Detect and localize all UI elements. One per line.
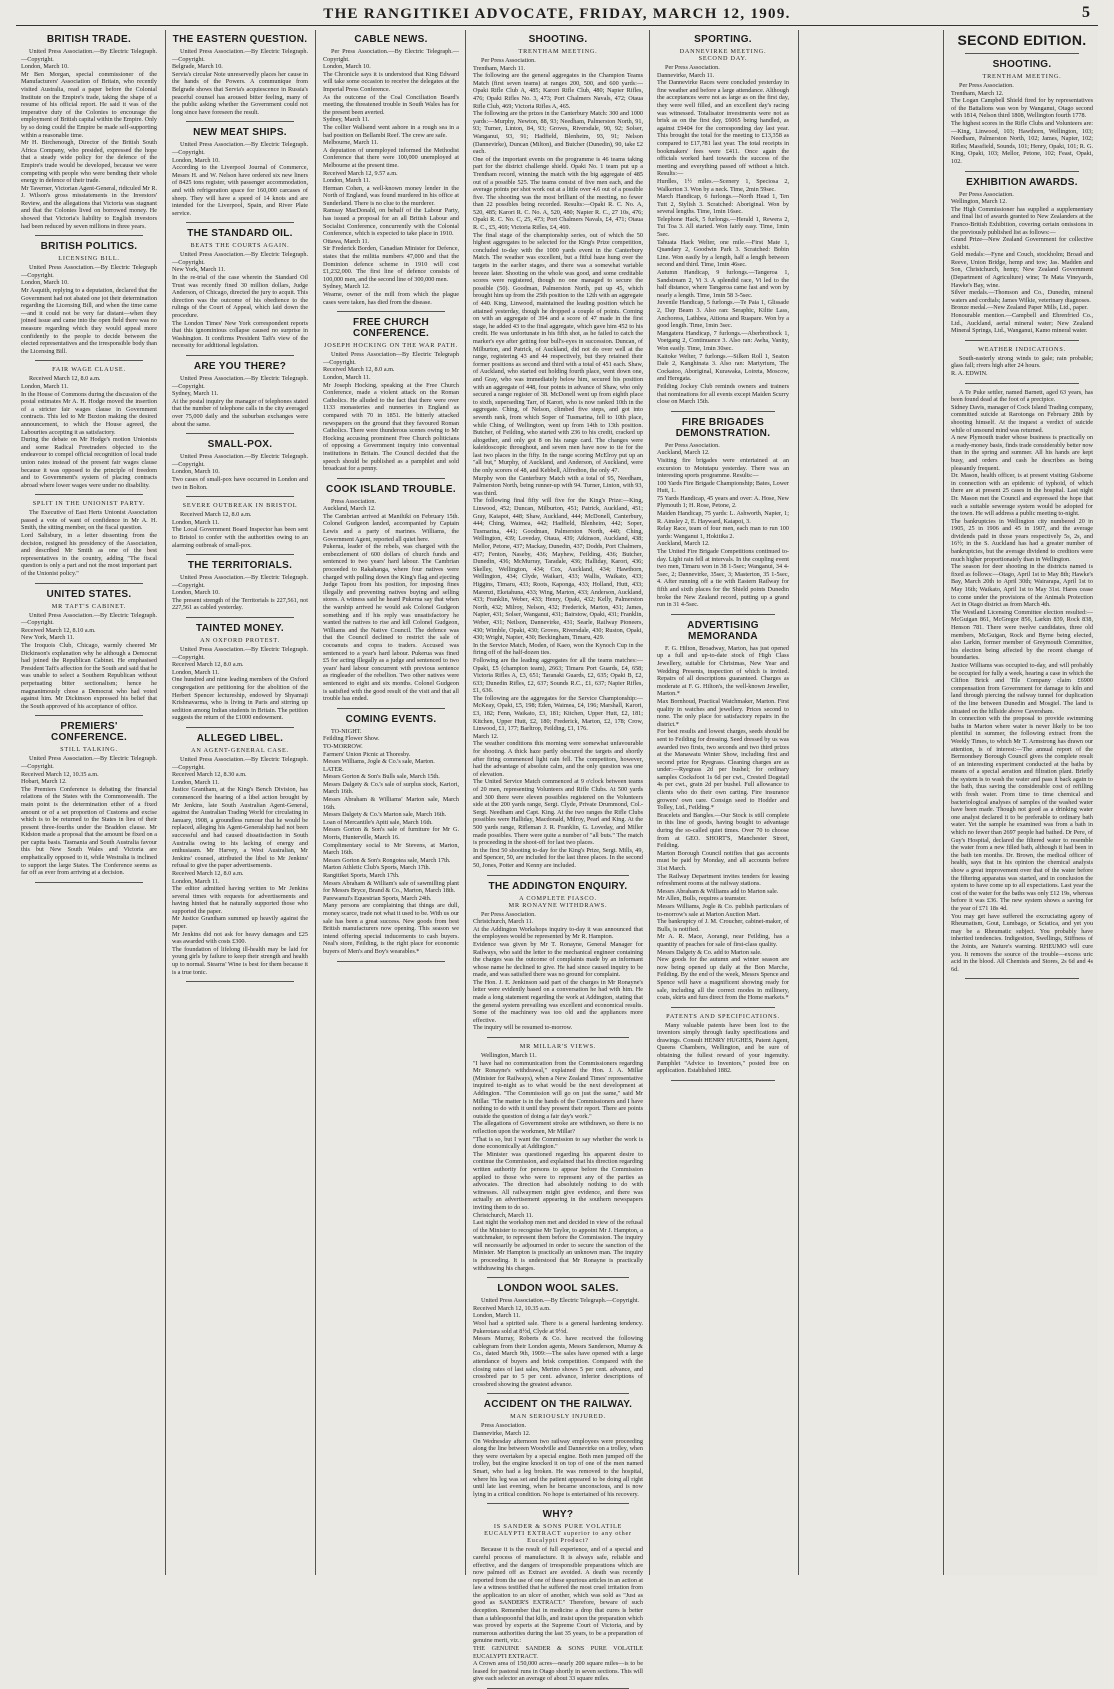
article-divider [965, 53, 1079, 54]
article-body: United Press Association.—By Electric Telegraph.—Copyright. London, March 10. Two cases of small-pox have occurred in London and two in Bolton. [172, 453, 308, 491]
article-divider [186, 121, 294, 122]
article-divider [186, 222, 294, 223]
article-body: United Press Association.—By Electric Telegraph.—Copyright. Sydney, March 11. At the postal inquiry the manager of telephones stated that the number of telephone calls in the city averaged over 75,000 daily and the suburban exchanges were about the same. [172, 375, 308, 428]
article-subheading: TRENTHAM MEETING. [982, 73, 1062, 80]
article-headline: COMING EVENTS. [345, 713, 437, 725]
article-body: Wellington, March 11. "I have had no communication from the Commissioners regarding Mr Ronayne's withdrawal," explained the Hon. J. A. Millar (Minister for Railways), when a New Zealand Times' representative inquired to-night as to what would be the next development at Addington. "The Commission will go on just the same," said Mr Millar. "The matter is in the hands of the Commissioners and I have nothing to do with it until they present their report. There are points outside the question of doing a fair day's work." The allegations of Government stroke are withdrawn, so there is no reflection upon the workmen, Mr Millar? "That is so, but I want the Commission to say whether the work is done economically at Addington." The Minister was questioned regarding his apparent desire to continue the Commission, and explained that his direction regarding written authority for persons to appear before the Commission applied to those who were to represent any of the parties as advocates. The direction had absolutely nothing to do with witnesses. All railwaymen might give evidence, and there was actually an advertisement appearing in the southern newspapers inviting them to do so. Christchurch, March 11. Last night the workshop men met and decided in view of the refusal of the Minister to recognise Mr Taylor, to appoint Mr J. Hampton, a watchmaker, to represent them before the Commission. The inquiry will necessarily be adjourned in order to secure the sanction of the Minister. Mr Hampton is practically an unknown man. The inquiry is proceeding. It is understood that Mr Ronayne is practically withdrawing his charges. [473, 1052, 643, 1272]
article [318, 714, 464, 962]
article-body: United Press Association.—By Electric Telegraph.—Copyright. London, March 10. Mr Ben Morgan, special commissioner of the Manufacturers' Association of Britain, who recently visited Australia, read a paper before the Colonial Institute on the Empire's trade, taking the shape of a resume of his official report. He said it was of the imperative duty of the Colonies to encourage the employment of British capital within the Empire. Only by so doing could the Empire be made self-supporting within a reasonable time. Mr H. Birchenough, Director of the British South Africa Company, who presided, expressed the hope that a steady wide policy for the defence of the Empire's trade would be developed, because we were competing with people who were bending their whole energy in defence of their trade. Mr Taverner, Victorian Agent-General, ridiculed Mr R. J. Wilson's gross misstatements in the Investors' Review, and the allegations that Victoria was stagnant and that the Colonies lived on borrowed money. He showed that Victoria's liability to English investors had been reduced by seven millions in three years. [21, 48, 158, 230]
article-headline: SMALL-POX. [207, 439, 273, 451]
article [318, 317, 464, 479]
article-body: A Te Puke settler, named Barnett, aged 63 years, has been found dead at the foot of a precipice. Sidney Davis, manager of Cock Island Trading company, committed suicide at Rarotonga on February 28th by shooting himself. At the inquest a verdict of suicide while of unsound mind was returned. A new Plymouth trader whose business is practically on a ready-money basis, finds trade considerably better now than in the spring and summer. All his hands are kept busy, and orders and cash he describes as being pleasantly frequent. Dr. Mason, health officer, is at present visiting Gisborne in connection with an epidemic of typhoid, of which there are at present 25 cases in the hospital. Last night Dr. Mason met the Council and expressed the hope that such a suitable sewerage system would be adopted for the town. He will address a public meeting to-night. The bankruptcies in Wellington city numbered 20 in 1905, 25 in 1906 and 45 in 1907, and the average dividends paid in those years respectively 5s, 2s, and 16½; in the S. Auckland has had a greater number of bankruptcies, but the average dividend to creditors were much higher proportionately than in Wellington. The season for deer shooting in the districts named is fixed as follows:—Otago, April 1st to May 8th; Hawke's Bay, March 20th to April 30th; Wairarapa, April 1st to May 16th; Waikato, April 1st to May 31st. Hares cease to come under the provisions of the Animals Protection Act in Otago district as from March 4th. The Westland Licensing Committee election resulted:—McGuigan 861, McGregor 856, Larkin 839, Rock 838, Henson 781. There were twelve candidates, three old members, McGuigan, Rock and Byrne being elected, also Larkin, former member of Greymouth Committee, his election being affected by the recent change of boundaries. Justice Williams was occupied to-day, and will probably be occupied for fully a week, hearing a case in which the Clifton Brick and Tile Company claim £6900 compensation from Government for damage to kiln and land through piercing the railway tunnel for duplication of the line between Dunedin and Mosgiel. The land is situated on the hillside above Caversham. In connection with the proposal to provide swimming baths in Marton where water is never likely to be too plentiful in summer, the following extract from the Weekly Times, to which Mr T. Armstrong has drawn our attention, is of interest:—The annual report of the Bermondsey Borough Council gives the complete result of an interesting experiment conducted at the baths by means of a special aeration and filtration plant. Briefly the system is to wash the water and pass it back again to the bath, thus saving the considerable cost of refilling with fresh water. From time to time chemical and bacteriological analyses of samples of the washed water have been made. Though not good as a drinking water one analyst declared it to be preferable to ordinary bath water. Yet the sample he examined was from a bath in which no fewer than 2697 people had bathed. Dr Pere, of Guy's Hospital, declared the filtered water to resemble the water from a new filled bath, although it had been in the bath ten months. Dr. Brown, the medical officer of health, says that in his opinion the chemical analysis show a great improvement over that of the water before the filtering apparatus was started, and in conclusion the system to have come up to all expectations. Last year the cost of the water for the baths was only £12 19s, whereas before it was £36. The new system shows a saving for the year of £71 18s 4d. You may get have suffered the excruciating agony of Rheumatism, Gout, Lumbago, or Sciatica, and yet you may be a Rheumatic subject. You probably have inherited tendencies. Indigestion, Swellings, Stiffness of the Joints, are Nature's warning. RHEUMO will cure you. It removes the source of the trouble—excess uric acid in the blood. All Chemists and Stores, 2s 6d and 4s 6d. [951, 388, 1093, 973]
article-headline: FIRE BRIGADES DEMONSTRATION. [675, 416, 771, 439]
article-subheading: MAN SERIOUSLY INJURED. [510, 1413, 606, 1421]
article [16, 241, 162, 361]
article-subheading: BEATS THE COURTS AGAIN. [190, 242, 290, 250]
article-divider [35, 715, 143, 716]
article-subheading: LICENSING BILL. [58, 255, 120, 263]
article-divider [965, 171, 1079, 172]
article-body: Per Press Association. Auckland, March 12. Visiting fire brigades were entertained at an excursion to Motutapu yesterday. There was an interesting sports programme. Results:— 100 Yards Fire Brigade Championship; Bates, Lower Hutt, 1. 75 Yards Handicap, 45 years and over: A. Hose, New Plymouth 1; H. Rose, Petone, 2. Maiden Handicap, 75 yards: L. Ashworth, Napier, 1; R. Ainsley 2, E. Hayward, Kaiapoi, 3. Relay Race, team of four men, each man to run 100 yards: Wanganui 1, Hokitika 2. Auckland, March 12. The United Fire Brigade Competitions continued to-day. Light rain fell at intervals. In the coupling event two men, Timaru won in 38 1-5sec; Wanganui, 34 4-5sec, 2; Dannevirke, 35sec, 3; Masterton, 35 1-5sec, 4. After running off a tie with Eastern Railway for fifth and sixth places for the Shield points Dunedin broke the New Zealand record, putting up a grand run in 31 4-5sec. [657, 441, 789, 609]
article [167, 361, 313, 434]
article-divider [487, 1503, 629, 1504]
column-rule [943, 30, 944, 1575]
article-headline: BRITISH POLITICS. [40, 241, 138, 253]
article-subheading: TRENTHAM MEETING. [518, 48, 598, 55]
column-2 [167, 30, 313, 1575]
newspaper-title: THE RANGITIKEI ADVOCATE, FRIDAY, MARCH 12, 1909. [323, 6, 791, 22]
article-headline: WHY? [542, 1509, 574, 1521]
article-headline: THE STANDARD OIL. [187, 228, 293, 240]
article-divider [186, 496, 294, 497]
article-divider [671, 614, 775, 615]
article-body: United Press Association.—By Electric Telegraph.—Copyright. Belgrade, March 10. Servia's circular Note unreservedly places her cause in the hands of the Powers. A communique from Belgrade shows that Servia's acquiescence in Russia's peaceful counsel has aroused bitter feeling, many of the public asking whether the Government could not long since have foreseen the result. [172, 48, 308, 116]
article-divider [487, 1037, 629, 1038]
article-body: United Press Association.—By Electric Telegraph.—Copyright. Received March 12, 8.0 a.m. London, March 11. One hundred and nine leading members of the Oxford congregation are petitioning for the abolition of the Herbert Spencer lectureship, endowed by Shyamaji Krishnavarma, who is living in Paris and stirring up sedition among Indian students in Britain. The petition suggests the return of the £1000 endowment. [172, 646, 308, 722]
article-subheading: SEVERE OUTBREAK IN BRISTOL [182, 502, 298, 510]
article-divider [186, 433, 294, 434]
article-headline: SHOOTING. [528, 34, 588, 45]
article-headline: NEW MEAT SHIPS. [193, 127, 287, 139]
article [167, 560, 313, 618]
article-body: TO-NIGHT. Feilding Flower Show. TO-MORROW. Farmers' Union Picnic at Thoresby. Messrs Williams, Jogle & Co.'s sale, Marton. LATER. Messrs Gorton & Son's Bulls sale, March 15th. Messrs Dalgety & Co.'s sale of surplus stock, Kariori, March 16th. Messrs Abraham & Williams' Marton sale, March 16th. Messrs Dalgety & Co.'s Marton sale, March 16th. Loan of Mercantile's Apiti sale, March 16th. Messrs Gorton & Son's sale of furniture for Mr G. Morris, Hunterville, March 16. Complimentary social to Mr Stevens, at Marton, March 16th. Messrs Gorton & Son's Rongotea sale, March 17th. Marton Athletic Club's Sports, March 17th. Rangitikei Sports, March 17th. Messrs Abraham & William's sale of sawmilling plant for Messrs Bryce, Brand & Co., Marton, March 18th. Parewanui's Equestrian Sports, March 24th. Many persons are complaining that things are dull, money scarce, trade not what it used to be. With us our sale has been a great success. New goods from best British manufacturers now opening. This season we intend offering special inducements to cash buyers. Neal's store, Feilding, is the right place for economic buyers of Men's and Boy's wearables.* [323, 727, 459, 955]
column-4 [468, 30, 648, 1683]
article-subheading: AN OXFORD PROTEST. [200, 637, 280, 645]
article-body: United Press Association.—By Electric Telegraph.—Copyright. London, March 10. According to the Liverpool Journal of Commerce, Messrs H. and W. Nelson have ordered six new liners of 8425 tons register, with passenger accommodation, and with refrigeration space for 160,000 carcases of sheep. They will have a speed of 14 knots and are intended for the Liverpool, Spain, and River Plate service. [172, 141, 308, 217]
article-headline: ALLEGED LIBEL. [196, 733, 284, 744]
article-divider [337, 478, 445, 479]
article-divider [35, 583, 143, 584]
column-rule [165, 30, 166, 1575]
article-headline: FREE CHURCH CONFERENCE. [352, 317, 430, 340]
article [946, 177, 1098, 341]
article [167, 623, 313, 728]
article-body: Received March 12, 8.0 a.m. London, March 11. The Local Government Board Inspector has been sent to Bristol to confer with the authorities owing to an alarming outbreak of small-pox. [172, 511, 308, 549]
article-subheading: AN AGENT-GENERAL CASE. [191, 747, 289, 754]
article-body: United Press Association.—By Electric Telegraph.—Copyright. New York, March 11. In the re-trial of the case wherein the Standard Oil Trust was recently fined 30 million dollars, Judge Anderson, of Chicago, directed the jury to acquit. This direction was the outcome of his obedience to the rulings of the Court of Appeal, which laid down the procedure. The London Times' New York correspondent reports that this ignominious collapse caused no surprise in Washington. It confirms President Taft's view of the necessity for additional legislation. [172, 251, 308, 350]
article-body: United Press Association.—By Electric Telegraph.—Copyright. London, March 10. The present strength of the Territorials is 227,561, not 227,561 as cabled yesterday. [172, 574, 308, 612]
article-body: Per Press Association. Wellington, March 12. The High Commissioner has supplied a supplementary and final list of awards granted to New Zealanders at the Franco-British Exhibition, covering certain omissions in the previously published list as follows:— Grand Prize—New Zealand Government for collective exhibit. Gold medals:—Fyne and Couch, stockholm; Broad and Reeve, Union Bridge, hemp and tow; Jas. Madden and Son, Christchurch, hemp; New Zealand Government (Department of Agriculture) wine; Te Mata Vineyards, Hawke's Bay, wine. Silver medals.—Thomson and Co., Dunedin, mineral waters and cordials; James Wilkie, veterinary diagnoses. Bronze medal.—New Zealand Paper Mills, Ltd., paper. Honourable mention.—Campbell and Ehrenfried Co., Ltd., Auckland, aerial mineral water; New Zealand Mineral Springs, Ltd., Wanganui, Kamo mineral water. [951, 190, 1093, 335]
article-subheading: FAIR WAGE CLAUSE. [52, 366, 126, 374]
article-headline: UNITED STATES. [46, 588, 132, 600]
article [652, 1013, 794, 1081]
article-subheading: MR MILLAR'S VIEWS. [519, 1043, 597, 1051]
article-body: F. G. Hilton, Broadway, Marton, has just opened up a full and up-to-date stock of High Class Jewellery, suitable for Christmas, New Year and Wedding Presents, inspection of which is invited. Repairs of all descriptions guaranteed. Charges as moderate at F. G. Hilton's, the well-known Jeweller, Marton.* Max Bornhoud, Practical Watchmaker, Marton. First quality in watches and jewellery. Prices second to none. The only place for satisfactory repairs in the district.* For best results and lowest charges, seeds should be sent to Feilding for dressing. Seed dressed by us was awarded two firsts, two seconds and two third prizes at the Manawatu Winter Show, including first and second prize for Ryegrass. Cleaning charges are as under:—Ryegrass 2d per bushel; for ordinary samples Cocksfoot 1s 6d per cwt., Crested Dogstail 4s per cwt., grain 2d per bushel. Full allowance to clients who do their own carting. Fire insurance growers' own care. Consign seed to Hodder and Tolley, Ltd., Feilding.* Bracelets and Bangles.—Our Stock is still complete in this line of goods, having bought to advantage during the so-called quiet times. Over 70 to choose from at GEO. SHORT'S, Manchester Street, Feilding. Marton Borough Council notifies that gas accounts must be paid by Monday, and all accounts before 31st March. The Railway Department invites tenders for leasing refreshment rooms at the railway stations. Messrs Abraham & Williams add to Marton sale. Mr Allen, Bulls, requires a teamster. Messrs Williams, Jogle & Co. publish particulars of to-morrow's sale at Marton Auction Mart. The bankruptcy of J. M. Croucher, cabinet-maker, of Bulls, is notified. Mr A. R. Mace, Aorangi, near Feilding, has a quantity of peaches for sale of first-class quality. Messrs Dalgety & Co. add to Marton sale. New goods for the autumn and winter season are now being opened up daily at the Bon Marche, Feilding. By the end of the week, Messrs Spence and Spence will have a magnificent showing ready for sale, including all the correct modes in millinery, coats, skirts and furs direct from the Home markets.* [657, 644, 789, 1002]
article-headline: THE ADDINGTON ENQUIRY. [488, 880, 628, 892]
article-body: United Press Association.—By Electric Telegraph—Copyright. London, March 10. Mr Asquith, replying to a deputation, declared that the Government had not abated one jot their determination regarding the Licensing Bill, and when the time came—and it could not be very far distant—when they joined issue and came into the open field there was no measure regarding which they would appeal more confidently to the people to decide between the elected representatives and the irresponsible body than the Licensing Bill. [21, 264, 157, 355]
article [468, 1399, 648, 1504]
article-divider [337, 311, 445, 312]
article [468, 1283, 648, 1394]
article [167, 439, 313, 497]
article-subheading: STILL TALKING. [60, 746, 118, 754]
column-rule [798, 30, 799, 1575]
article-headline: THE TERRITORIALS. [187, 560, 293, 572]
article-subheading: WEATHER INDICATIONS. [978, 345, 1066, 353]
article-divider [487, 1277, 629, 1278]
article [468, 1043, 648, 1278]
column-rule [465, 30, 466, 1575]
article-divider [487, 1393, 629, 1394]
article-headline: TAINTED MONEY. [196, 623, 284, 635]
column-3 [318, 30, 464, 1575]
article-headline: SHOOTING. [992, 59, 1052, 70]
article-divider [35, 360, 143, 361]
article-divider [35, 235, 143, 236]
article-headline: LONDON WOOL SALES. [497, 1283, 619, 1295]
article-body: United Press Association—By Electric Telegraph—Copyright. Received March 12, 8.0 a.m. London, March 11. Mr Joseph Hocking, speaking at the Free Church Conference, made a violent attack on the Roman Catholics. He alluded to the fact that there were over 1133 monasteries and nunneries in England as compared with 70 in 1851. He bitterly attacked newspapers on the ground that they favoured Roman Catholics. There were thunderous scenes owing to Mr Hocking accusing prominent Free Church politicians of opposing a Government inquiry into conventual institutions in Britain. The Council decided that the speech should be published as a pamphlet and sold broadcast for a penny. [323, 351, 459, 473]
article-divider [337, 708, 445, 709]
article [652, 417, 794, 615]
article-body: United Press Association.—By Electric Telegraph.—Copyright. Received March 12, 10.35 a.m. London, March 11. Wool had a spirited sale. There is a general hardening tendency. Pukerotara sold at 8½d, Clyde at 9½d. Messrs Murray, Roberts & Co. have received the following cablegram from their London agents, Messrs Sanderson, Murray & Co., dated March 9th, 1909:—The sales have opened with a large attendance of buyers and brisk competition. Compared with the closing rates of last sales, Merino shows 5 per cent. advance, and crossbred par to 5 per cent. advance, inferior descriptions of crossbred showing the greatest advance. [473, 1297, 643, 1388]
article [167, 502, 313, 555]
article-divider [965, 978, 1079, 979]
article-divider [186, 727, 294, 728]
article-body: Per Press Association. Trentham, March 12. The Logan Campbell Shield fired for by representatives of the Battalions was won by Wanganui, Otago second with 1814, Nelson third 1808, Wellington fourth 1778. The highest scores in the Rifle Clubs and Volunteers are:—King, Linwood, 103; Hawthorn, Wellington, 103; Needham, Palmerston North, 102; James, Napier, 102; Rifles; Massfield, Sounds, 101; Henry, Opaki, 101; R. G. King, Opaki, 103; Mellor, Petone, 102; Feast, Opaki, 102. [951, 82, 1093, 165]
article [16, 721, 162, 883]
article-body: The Executive of East Herts Unionist Association passed a vote of want of confidence in Mr A. H. Smith, the sitting member, on the fiscal question. Lord Salisbury, in a letter dissenting from the decision, resigned his presidency of the Association, and described Mr Smith as one of the best representatives in the country, adding "The fiscal question is only a part and not the most important part of the Unionist policy." [21, 509, 157, 578]
article-divider [186, 981, 294, 982]
article-divider [671, 1007, 775, 1008]
article-subheading: JOSEPH HOCKING ON THE WAR PATH. [323, 342, 458, 350]
article [167, 733, 313, 982]
article-headline: CABLE NEWS. [354, 34, 428, 45]
article-headline: PREMIERS' CONFERENCE. [50, 721, 128, 744]
article-subheading: IS SANDER & SONS PURE VOLATILE EUCALYPTI EXTRACT superior to any other Eucalypti Product? [484, 1523, 632, 1545]
article-divider [186, 355, 294, 356]
article [946, 32, 1098, 54]
article [167, 127, 313, 223]
article [16, 500, 162, 583]
article-body: Per Press Association. Trentham, March 11. The following are the general aggregates in the Champion Teams Match (first seven teams) at ranges 200, 500, and 600 yards:—Opaki Rifle Club A, 485; Karori Rifle Club, 480; Napier Rifles, 476; Opaki Rifles No. 3, 473; Port Chalmers Navals, 472; Otaua Rifle Club, 469; Victoria Rifles A, 465. The following are the prizes in the Canterbury Match: 300 and 1000 yards:—Murphy, Newton, 88, 93; Needham, Palmerston North, 91, 93; Turner, Linton, 84, 93; Groves, Riversdale, 90, 92; Solser, Wanganui, 93, 91; Hadfield, Blenheim, 93, 91; Nelson (Dannevirke), Duncan (Milton), and Butcher (Dunedin), 90, take £2 each. One of the important events on the programme is 46 teams taking part for the district challenge shield. Opaki No. 1 team put up a Trentham record, winning the match with the big aggregate of 485 out of a possible 525. The teams consist of five men each, and the average points per shot work out at a little over 4.6 out of a possible five. The shooting was the most brilliant of the meeting, no fewer than 22 possibles being recorded. Results:—Opaki R. C. No. A, 520, 485; Karori R. C. No. A, 520, 480; Napier R. C., 27 10s, 476; Opaki R. C. No. C, 25, 473; Port Chalmers Navals, £4, 471; Otaua R. C., £5, 469; Victoria Rifles, £4, 469. The final stage of the championship series, out of which the 50 highest aggregates to be selected for the King's Prize competition, concluded to-day with the 1000 yards event in the Canterbury Match. The weather was excellent, but a fitful haze hung over the targets in the earlier stages, and there was a somewhat variable breeze later. Shooting on the whole was good, and some creditable scores were registered, though no one managed to secure the possible (50). Goodman, Palmerston North, put up 45, which brought him up from the 25th position to the 12th with an aggregate of 440. King, Linwood, maintained the leading position which he attained yesterday, though he dropped a couple of points. Coming on with an aggregate of 394 and a score of 47 made in the first stage, he added 43 to the final aggregate, which gave him 452 to his credit. He was unfortunate in his fifth shot, as he failed to catch the marker's eye after getting four bull's-eyes in succession. Duncan, of Milburton, and Patrick, of Auckland, did not do over well at the range, registering 43 and 44 respectively, but they retained their former positions as second and third with a total of 451 each. Shaw, of Auckland, who started out holding fourth place, went down one, and Gray, who was immediately below him, secured his position with an aggregate of 448, four points in advance of Shaw, who only secured a range register of 38. McDonell went up from eighth place to sixth, superseding Tarr, of Karori, who is now ranked 10th in the aggregate. Ching, of Nelson, climbed five steps, and got into seventh rank, from which Soper of Tusmarina, fell to 10th place, while Ching, of Wellington, went up from 14th to 13th position. Butcher, of Feilding, who started with 236 to his credit, cracked up altogether, and only got 8 on his range card. The changes were kaleidoscopic throughout, and seven men have now to tie for the last two places in the fifty. In the range scoring McElroy put up an "all but," Murphy, of Auckland, and Anderson, of Auckland, were the only scorers of 48, and Kebbell, Alfredton, the only 47. Murphy won the Canterbury Match with a total of 95, Needham, Palmerston North, being runner-up with 94. Turner, Linton, with 93, was third. The following final fifty will five for the King's Prize:—King, Linwood, 452; Duncan, Milburton, 451; Patrick, Auckland, 451; Gray, Kaiapoi, 448; Shaw, Auckland, 444; McDonell, Canterbury, 444; Ching, Waimea, 442; Hadfield, Blenheim, 442; Soper, Tusmarina, 441; Goodman, Palmerston North, 440; Ching, Wellington, 439; Loveday, Otaua, 439; Atkinson, Auckland, 438; Mellor, Petone, 437; Mackay, Dunedin, 437; Dodds, Port Chalmers, 437; Fenton, Naseby, 436; Mayhew, Feilding, 436; Butcher, Dunedin, 436; McMurray, Taradale, 436; Halliday, Karori, 436; Skelley, Wellington, 434; Cox, Auckland, 434; Hawthorn, Wellington, 434; Clyde, Waikari, 433; Wallis, Waikato, 433; Higgins, Timaru, 433; Roots, Kaponga, 433; Holland, Hutt, 433; Marenzi, Eketahuna, 433; Wing, Marton, 433; Anderson, Auckland, 433; Franklin, Weber, 433; Henry, Opaki, 432; Kelly, Palmerston North, 432; Milroy, Nelson, 432; Frederick, Marton, 431; James, Napier, 431; Solser, Wanganui, 431; Bairstow, Opaki, 431; Franklin, Weber, 431; Neilson, Dannevirke, 431; Searle, Railway Pioneers, 430; Wimble, Opaki, 430; Groves, Riversdale, 430; Ruston, Opaki, 430; Wright, Napier, 430; Beckingham, Timaru, 429. In the Service Match, Moden, of Kaeo, won the Kynoch Cup in the firing off of the half-dozen ties. Following are the leading aggregates for all the teams matches:—Opaki, £5 (champion team), 2663; Timaru Port Guards, £4, 658; Victoria Rifles A, £3, 651; Taranaki Guards, £2, 635; Opaki B, £2, 633; Dunedin Rifles, £2, 637; Sounds R.C., £1, 637; Napier Rifles, £1, 636. The following are the aggregates for the Service Championship:—McKeay, Opaki, £5, 198; Eden, Waimea, £4, 196; Marshall, Karori, £3, 182; Fenn, Waikato, £3, 181; Kitchen, Upper Hutt, £2, 181; Kitchen, Upper Hutt, £2, 180; Frederick, Marton, £2, 178; Crow, Linwood, £1, 177; Barltrop, Feilding, £1, 176. March 12. The weather conditions this morning were somewhat unfavourable for shooting. A thick haze partly obscured the targets and shortly after firing commenced light rain fell. The competitors, however, had the advantage of absolute calm, and the only question was one of elevation. The United Service Match commenced at 9 o'clock between teams of 20 men, representing Volunteers and Rifle Clubs. At 500 yards and 300 there were eleven possibles registered on the Volunteers side at the 200 yards range, Sergt. Clyde, Private Drummond, Col.-Sergt. Needham and Capt. King. At the two ranges the Rifle Clubs possibles were Halliday, Macdonald, Milroy, Pearl and King. At the 500 yards range, Rifleman J. R. Franklin, G. Loveday, and Miller made possibles. There were quite a number of "all buts." The match is proceeding in the shoot-off for last two places. In the first 50 shooting to-day for the King's Prize, Sergt. Mills, 49, and Spencer, 50, are included for the last three places. In the second 50, Jones, Potter and Kenny are included. [473, 57, 643, 869]
article-headline: EXHIBITION AWARDS. [966, 176, 1078, 188]
column-5 [652, 30, 794, 1575]
article-subheading: MR TAFT'S CABINET. [51, 602, 127, 610]
article-headline: SECOND EDITION. [957, 32, 1087, 48]
article-headline: ARE YOU THERE? [193, 361, 287, 372]
article-body: Many valuable patents have been lost to the inventors simply through faulty specifications and drawings. Consult HENRY HUGHES, Patent Agent, Queens Chambers, Wellington, and be sure of obtaining the fullest reward of your ingenuity. Pamphlet "Advice to Inventors," posted free on application. Established 1882. [657, 1021, 789, 1075]
article-body: Per Press Association. Dannevirke, March 11. The Dannevirke Races were concluded yesterday in fine weather and before a large attendance. Although the acceptances were not as large as on the first day, they were well filled, and an excellent day's racing was witnessed. Totalisator investments were not as brisk as on the first day, £6065 being handled, as against £9404 for the corresponding day last year. This brought the total for the meeting to £13,358 as compared to £17,781 last year. The total receipts in bookmakers' fees were £411. Once again the officials worked hard towards the success of the meeting and everything passed off without a hitch. Results:— Hurdles, 1½ miles.—Scenery 1, Speciosa 2, Walkerton 3. Won by a neck. Time, 2min 59sec. March Handicap, 6 furlongs.—North Head 1, Ten Tutt 2, Stylish 3. Scratched: Aboriginal. Won by several lengths. Time, 1min 16sec. Telephone Hack, 5 furlongs.—Herald 1, Rewera 2, Tui Toa 3. All started. Won fairly easy. Time, 1min 5sec. Tahuata Hack Welter, one mile.—First Mate 1, Quandary 2, Goodwin Park 3. Scratched: Bobin Line. Won easily by a length, half a length between second and third. Time, 1min 46sec. Autumn Handicap, 9 furlongs.—Tangeroa 1, Sandstream 2, Vi 3. A splendid race, Vi led to the half distance, where Tangeroa came fast and won by nearly a length. Time, 1min 58 3-5sec. Juvenile Handicap, 5 furlongs.—Te Paia 1, Glissade 2, Day Beam 3. Also ran: Seraphic, Kiltie Lass, Anchoress, Lathbea, Aitiona and Ruapare. Won by a good length. Time, 1min 3sec. Mangatera Handicap, 7 furlongs.—Aberbrothock 1, Voetgang 2, Continuance 3. Also ran: Awha, Vanity, Won easily. Time, 1min 30sec. Kaitoke Welter, 7 furlongs.—Silken Roll 1, Seaton Dale 2, Kanghinata 3. Also ran: Martyrium, The Cockatoo, Aboriginal, Kurawaka, Loireta, Moscow, and Heregata. Feilding Jockey Club reminds owners and trainers that nominations for all events except Maiden Scurry close on March 15th. [657, 64, 789, 406]
article-body: United Press Association.—By Electric Telegraph.—Copyright. Received March 12, 10.35 a.m. Hobart, March 12. The Premiers Conference is debating the financial relations of the States with the Commonwealth. The main point is the determination either of a fixed amount or of a set proportion of Customs and excise which is to be returned to the States in lieu of their present three-fourths under the Braddon clause. Mr Kidston made a proposal that the amount be fixed on a per capita basis. Tasmania and South Australia favour this but New South Wales and Victoria are emphatically opposed to it, while Westralia is inclined to support the large States. The Conference seems as far off as ever from arriving at a decision. [21, 755, 157, 877]
article-divider [487, 875, 629, 876]
column-1 [16, 30, 162, 1575]
article [16, 34, 162, 236]
article-subheading: DANNEVIRKE MEETING. SECOND DAY. [679, 48, 767, 62]
article-headline: COOK ISLAND TROUBLE. [326, 483, 456, 495]
article-body: Because it is the result of full experience, and of a special and careful process of manufacture. It is always safe, reliable and effective, and the dangers of irresponsible preparations which are now palmed off as Extract are avoided. A death was recently reported from the use of one of these spurious articles in an action at law a witness testified that he suffered the most cruel irritation from the application to an ulcer of another, which was sold as "Just as good as SANDER'S EXTRACT." Therefore, beware of such deception. Remember that in medicine a drop that cures is better than a tablespoonful that kills, and insist upon the preparation which was proved by experts at the Supreme Court of Victoria, and by numerous authorities during the last 35 years, to be a preparation of genuine merit, viz.: THE GENUINE SANDER & SONS PURE VOLATILE EUCALYPTI EXTRACT. A Crown area of 150,000 acres—nearly 200 square miles—is to be leased for pastoral runs in Otago shortly in seven sections. This will give each selector an average of about 33 square miles. [473, 1546, 643, 1683]
article-headline: ACCIDENT ON THE RAILWAY. [483, 1399, 633, 1411]
article [16, 366, 162, 495]
article [946, 389, 1098, 980]
article [468, 34, 648, 876]
article-divider [186, 554, 294, 555]
article-subheading: A COMPLETE FIASCO. MR RONAYNE WITHDRAWS. [508, 894, 608, 909]
article-headline: THE EASTERN QUESTION. [172, 34, 308, 45]
article-divider [671, 411, 775, 412]
article-body: Per Press Association. Christchurch, March 11. At the Addington Workshops inquiry to-day it was announced that the employees would be represented by Mr R. Hampton. Evidence was given by Mr T. Ronayne, General Manager for Railways, who said the letter to the mechanical engineer containing the charges was the outcome of complaints made by an informant whose name he declined to give. He had since caused inquiry to be made, and was satisfied there was no ground for complaint. The Hon. J. E. Jenkinson said part of the charges in Mr Ronayne's letter were evidently based on a conversation he had with him. He made a long statement regarding the work at Addington, stating that the general system prevailing was excellent and economical results. Some of the machinery was too old and the appliances more effective. The inquiry will be resumed to-morrow. [473, 910, 643, 1032]
article [652, 620, 794, 1008]
article-divider [35, 882, 143, 883]
article-divider [35, 494, 143, 495]
article [652, 34, 794, 412]
article-body: United Press Association.—By Electric Telegraph.—Copyright. Received March 12, 8.30 a.m. London, March 11. Justice Grantham, at the King's Bench Division, has commenced the hearing of a libel action brought by Mr Jenkins, late South Australian Agent-General, against the Australian Trading World for circulating in January, 1908, a groundless rumour that he would be replaced, alleging his Agent-Generalship had not been successful and had caused dissatisfaction in South Australia owing to his lacking of energy and enthusiasm. Mr Harvey, a West Australian, Mr Jenkins' counsel, attributed the libel to Mr Jenkins' refusal to give the paper advertisements. Received March 12, 8.0 a.m. London, March 11. The editor admitted having written to Mr Jenkins several times with requests for advertisements and having hinted that he naturally supported those who supported the paper. Mr Justice Grantham summed up heavily against the paper. Mr Jenkins did not ask for heavy damages and £25 was awarded with costs £300. The foundation of lifelong ill-health may be laid for young girls by failure to keep their strength and health up to normal. Stearns' Wine is best for them because it is a true tonic. [172, 756, 308, 976]
article [946, 346, 1098, 384]
article-body: Per Press Association.—By Electric Telegraph.—Copyright. London, March 10. The Chronicle says it is understood that King Edward will take some occasion to receive the delegates at the Imperial Press Conference. As the outcome of the Coal Conciliation Board's meeting, the threatened trouble in South Wales has for the present been averted. Sydney, March 11. The collier Wallsend went ashore in a rough sea in a bad position on Bellambi Reef. The crew are safe. Melbourne, March 11. A deputation of unemployed informed the Methodist Conference that there were 100,000 unemployed at Melbourne at the present time. Received March 12, 9.57 a.m. London, March 11. Herman Cohen, a well-known money lender in the North of England, was found murdered in his office at Sunderland. There is no clue to the murderer. Ramsay MacDonald, on behalf of the Labour Party, has issued a proposal for an all British Labour and Socialist Conference, concurrently with the Colonial Conference, which is expected to take place in 1910. Ottawa, March 11. Sir Frederick Borden, Canadian Minister for Defence, states that the militia numbers 47,000 and that the Dominion defence scheme in 1910 will cost £1,232,000. The first line of defence consists of 100,000 men, and the second line of 300,000 men. Sydney, March 12. Wearne, owner of the mill from which the plague cases were taken, has died from the disease. [323, 48, 459, 306]
masthead [0, 0, 1114, 24]
article-divider [186, 617, 294, 618]
column-rule [315, 30, 316, 1575]
article-body: United Press Association.—By Electric Telegraph.—Copyright. Received March 12, 8.10 a.m. New York, March 11. The Iroquois Club, Chicago, warmly cheered Mr Dickinson's explanation why he although a Democrat had joined the Republican Cabinet. He emphasised President Taft's affection for the South and said that he was unable to select a Southern Republican without perpetuating bitter sectionalism; hence he magnanimously chose a Democrat who had voted against him. Mr Dickinson expressed his belief that the South approved of his acceptance of office. [21, 611, 157, 710]
page-number: 5 [1082, 4, 1090, 21]
article [318, 484, 464, 709]
article [946, 59, 1098, 172]
masthead-rule [16, 25, 1098, 26]
article-subheading: SPLIT IN THE UNIONIST PARTY. [32, 500, 146, 508]
article [167, 34, 313, 122]
article [167, 228, 313, 356]
article [16, 589, 162, 717]
column-6 [946, 30, 1098, 1575]
article-body: Received March 12, 8.0 a.m. London, March 11. In the House of Commons during the discussion of the postal estimates Mr A. H. Hodge moved the insertion of a stricter fair wages clause in Government contracts. This led to Mr Buxton making the desired announcement, to which the House agreed, the Labourites accepting it as satisfactory. During the debate on Mr Hodge's motion Unionists and some Radical Freetraders objected to the endeavour to compel official recognition of local trade union rates instead of the present fair wages clause because it was opposed to the principle of freedom and to Government's system of placing contracts abroad where lower wages were under no disability. [21, 375, 157, 489]
article-divider [965, 340, 1079, 341]
article-headline: ADVERTISING MEMORANDA [687, 619, 759, 642]
article-body: South-easterly strong winds to gale; rain probable; glass fall; rivers high after 24 hours. R. A. EDWIN. [951, 354, 1093, 377]
article [468, 1509, 648, 1689]
article [468, 881, 648, 1039]
column-rule [649, 30, 650, 1575]
article-divider [965, 383, 1079, 384]
article-divider [671, 1080, 775, 1081]
article-body: Press Association. Dannevirke, March 12. On Wednesday afternoon two railway employees were proceeding along the line between Woodville and Dannevirke on a trolley, when they were overtaken by a special engine. Both men jumped off the trolley, but the engine knocked it on top of one of the men named Smart, who had a leg broken. He was removed to the hospital, where his leg was set and the patient appeared to be doing all right until late last evening, when he became unconscious, and is now lying in a critical condition. No hope is entertained of his recovery. [473, 1422, 643, 1498]
article [318, 34, 464, 312]
article-divider [337, 961, 445, 962]
article-body: Press Association. Auckland, March 12. The Cambrian arrived at Manihiki on February 15th. Colonel Gudgeon landed, accompanied by Captain Lewis and a party of marines. Williams, the Government Agent, reported all quiet here. Pukerua, leader of the rebels, was charged with the embezzlement of 600 dollars of church funds and sentenced to two years' hard labour. The Cambrian proceeded to Rakahanga, where four natives were charged with pulling down the King's flag and ejecting Judge Tapou from his position, for imposing fines illegally and preventing natives buying and selling stores. A witness said he heard Pukerua say that when the warship arrived he would ask Colonel Gudgeon something and if his reply was unsatisfactory he wanted the natives to rise and kill Colonel Gudgeon, Williams and the Native Council. The defence was that the Council declined to restrict the sale of cocoanuts and copra to traders. Accused was sentenced to a year's hard labour. Pukerua was fined £5 for acting illegally as a judge and sentenced to two years' hard labour concurrent with previous sentence as ringleader of the rebellion. Two other natives were sentenced to eight and six months. Colonel Gudgeon is satisfied with the good result of the visit and that all trouble has ended. [323, 497, 459, 703]
article-headline: BRITISH TRADE. [46, 34, 132, 45]
article-subheading: PATENTS AND SPECIFICATIONS. [666, 1012, 780, 1020]
article-headline: SPORTING. [694, 34, 752, 45]
